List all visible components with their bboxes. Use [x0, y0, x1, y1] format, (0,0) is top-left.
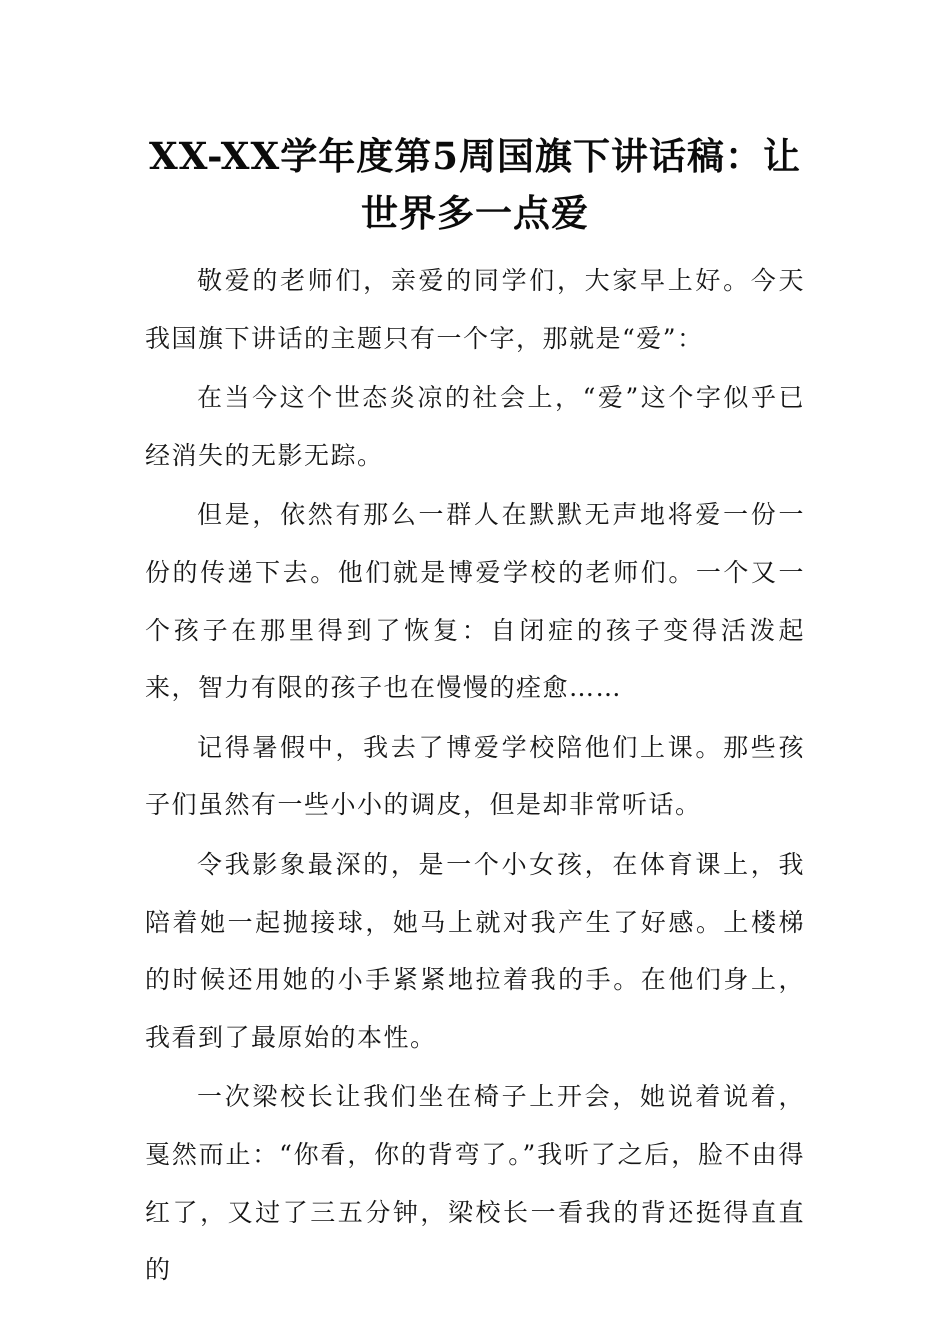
- paragraph-2: 在当今这个世态炎凉的社会上，“爱”这个字似乎已经消失的无影无踪。: [145, 383, 805, 470]
- document-body: [145, 252, 805, 1301]
- paragraph-6: 一次梁校长让我们坐在椅子上开会，她说着说着，戛然而止：“你看，你的背弯了。”我听了之后，脸不由得红了，又过了三五分钟，梁校长一看我的背还挺得直直的: [145, 1082, 805, 1285]
- title-line-2: 世界多一点爱: [361, 191, 589, 235]
- title-line-1: XX-XX学年度第5周国旗下讲话稿：让: [149, 134, 801, 178]
- paragraph-5: 令我影象最深的，是一个小女孩，在体育课上，我陪着她一起抛接球，她马上就对我产生了好感。上楼梯的时候还用她的小手紧紧地拉着我的手。在他们身上，我看到了最原始的本性。: [145, 849, 805, 1052]
- paragraph-4: 记得暑假中，我去了博爱学校陪他们上课。那些孩子们虽然有一些小小的调皮，但是却非常听话。: [145, 732, 805, 820]
- paragraph-1: 敬爱的老师们，亲爱的同学们，大家早上好。今天我国旗下讲话的主题只有一个字，那就是“爱”：: [145, 266, 805, 353]
- document-title: [145, 128, 805, 242]
- paragraph-3: 但是，依然有那么一群人在默默无声地将爱一份一份的传递下去。他们就是博爱学校的老师们。一个又一个孩子在那里得到了恢复：自闭症的孩子变得活泼起来，智力有限的孩子也在慢慢的痊愈……: [145, 500, 805, 703]
